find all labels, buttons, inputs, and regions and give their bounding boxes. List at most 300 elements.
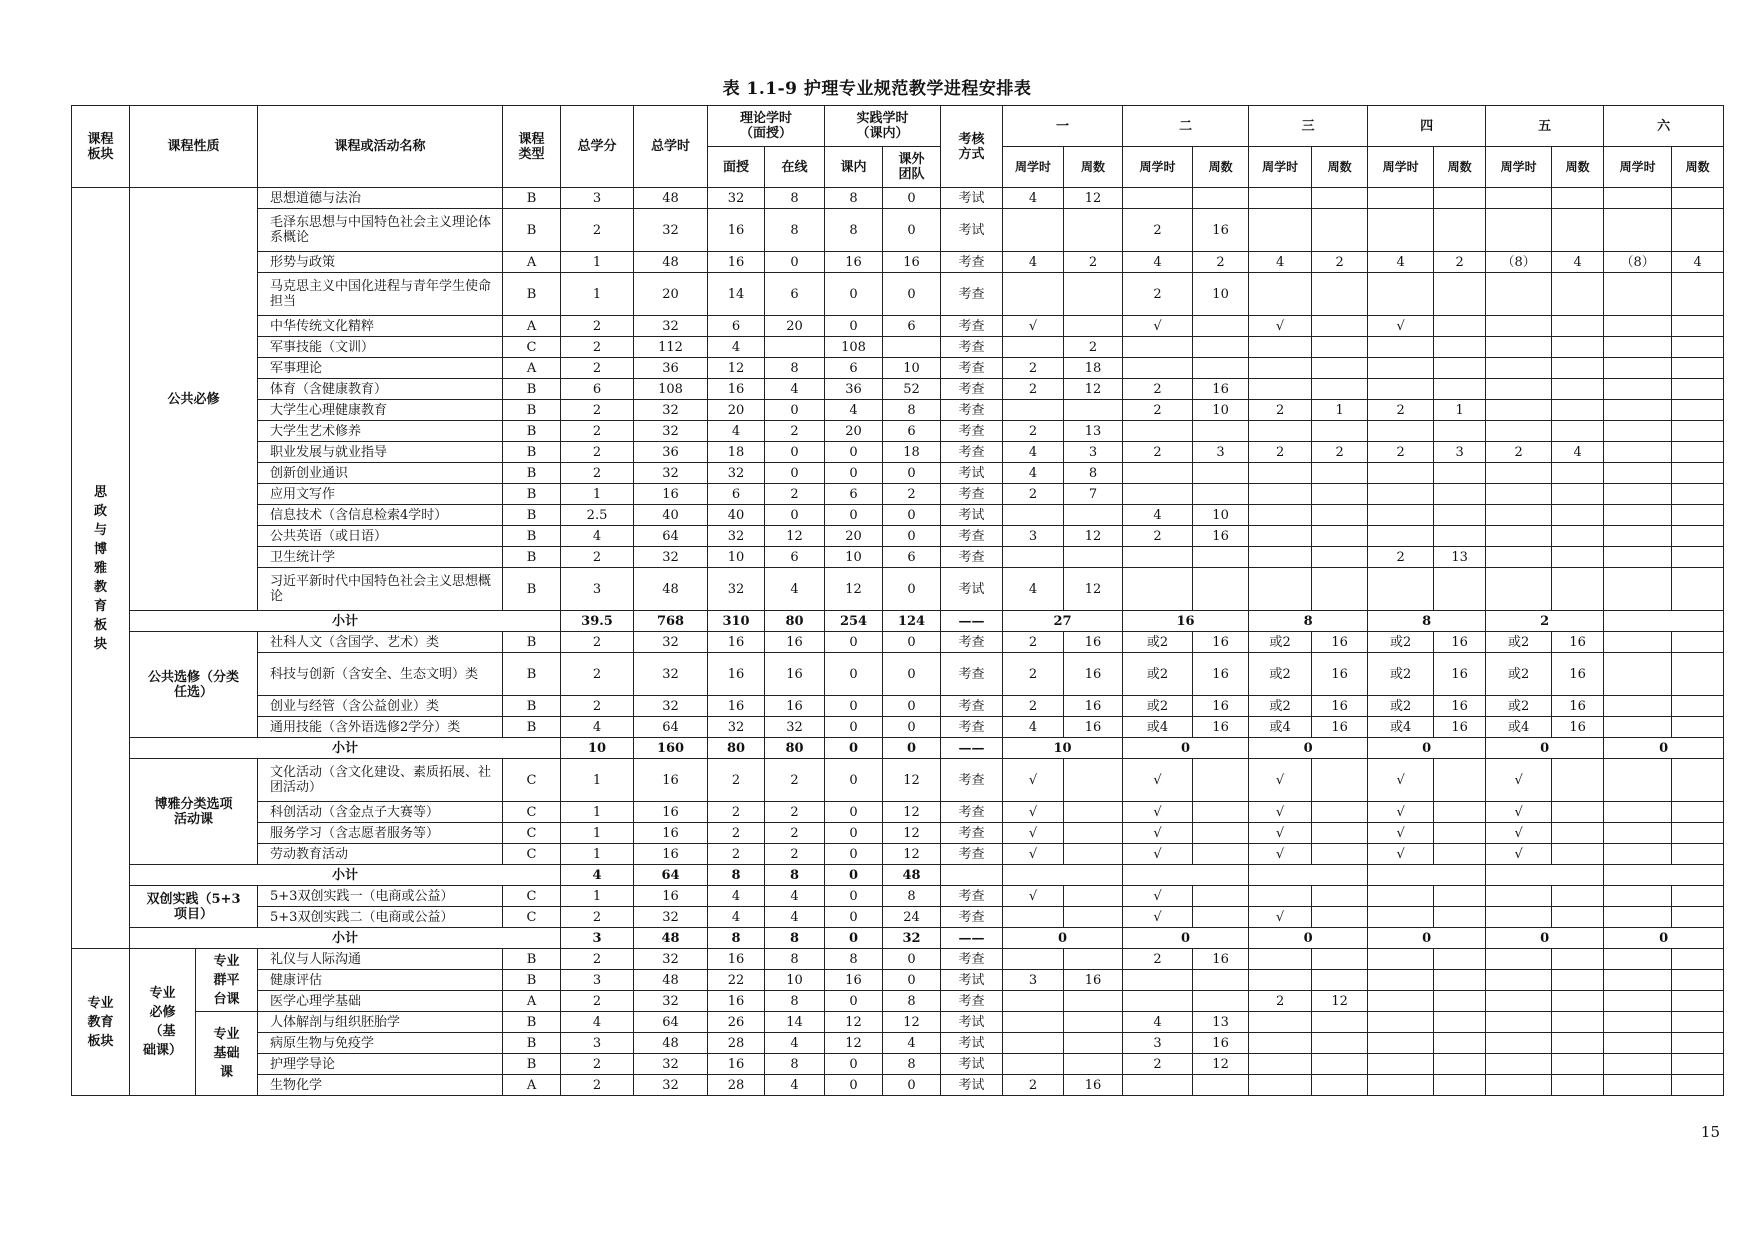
table-cell: 12 [1064,526,1123,547]
table-cell: 10 [825,547,883,568]
table-cell: 考查 [941,717,1003,738]
table-row [72,802,1724,823]
table-cell: 4 [561,526,634,547]
table-cell: 考查 [941,547,1003,568]
table-cell: 32 [634,696,708,717]
table-cell: 16 [634,484,708,505]
table-cell: 108 [825,337,883,358]
table-cell [1552,273,1604,316]
table-cell: 2 [1123,400,1193,421]
table-row [72,759,1724,802]
table-cell: 16 [1064,632,1123,653]
table-cell: 16 [1064,696,1123,717]
block-label: 思 政 与 博 雅 教 育 板 块 [72,188,130,949]
table-cell: 0 [825,653,883,696]
table-cell [1064,802,1123,823]
course-name: 应用文写作 [258,484,503,505]
table-cell: 0 [883,717,941,738]
table-cell: 0 [825,886,883,907]
table-cell: 2 [561,421,634,442]
table-cell [1552,484,1604,505]
table-cell [1123,991,1193,1012]
table-cell [1486,273,1552,316]
table-cell [1434,1054,1486,1075]
table-cell: 2 [1003,696,1064,717]
subtotal-cell: 0 [1249,738,1368,759]
table-cell: √ [1368,316,1434,337]
table-cell: B [503,949,561,970]
table-cell: 8 [883,1054,941,1075]
subtotal-cell: 2 [1486,611,1604,632]
course-name: 生物化学 [258,1075,503,1096]
table-cell [1672,526,1724,547]
table-cell: 40 [708,505,765,526]
table-cell [1368,1033,1434,1054]
table-cell: 或2 [1486,632,1552,653]
table-cell: 0 [883,526,941,547]
subtotal-cell: 0 [825,928,883,949]
header-sem-6: 六 [1604,106,1724,147]
table-cell: 16 [1312,653,1368,696]
table-cell [1552,949,1604,970]
table-cell [1604,379,1672,400]
table-cell [1193,759,1249,802]
table-cell [1368,484,1434,505]
table-cell: 52 [883,379,941,400]
table-cell: 考试 [941,1033,1003,1054]
table-cell: 2 [561,949,634,970]
table-row [72,209,1724,252]
table-cell [1193,547,1249,568]
table-cell: C [503,907,561,928]
table-cell: 16 [708,949,765,970]
table-cell [1672,949,1724,970]
table-cell: 2 [1312,442,1368,463]
table-cell: B [503,463,561,484]
table-cell [1434,188,1486,209]
subtotal-cell: 80 [765,738,825,759]
subtotal-row [72,738,1724,759]
table-cell [1368,188,1434,209]
table-cell [1123,421,1193,442]
table-cell: 2 [1368,400,1434,421]
table-cell [1434,505,1486,526]
table-cell [1434,1012,1486,1033]
table-cell [1434,273,1486,316]
table-cell [1064,844,1123,865]
table-cell: 考查 [941,273,1003,316]
table-cell [1672,442,1724,463]
table-cell: 2 [1434,252,1486,273]
table-cell: 或2 [1368,632,1434,653]
table-cell: 4 [883,1033,941,1054]
table-cell: 或2 [1123,632,1193,653]
table-cell: 64 [634,717,708,738]
table-cell [1123,970,1193,991]
table-row [72,442,1724,463]
table-cell: √ [1368,802,1434,823]
table-cell [1368,1012,1434,1033]
header-weeks: 周数 [1312,147,1368,188]
table-cell: 16 [1434,632,1486,653]
table-cell: 2 [1064,252,1123,273]
table-row [72,1012,1724,1033]
table-cell: 32 [634,653,708,696]
subtotal-cell: 768 [634,611,708,632]
table-cell: √ [1003,886,1064,907]
table-cell: 2 [1064,337,1123,358]
table-cell: 28 [708,1033,765,1054]
table-cell [1368,886,1434,907]
table-cell: B [503,526,561,547]
table-cell [1552,463,1604,484]
table-cell: 4 [1003,188,1064,209]
table-row [72,717,1724,738]
table-cell: 8 [883,991,941,1012]
table-cell [1604,1033,1672,1054]
course-name: 文化活动（含文化建设、素质拓展、社团活动） [258,759,503,802]
table-cell: 或2 [1249,632,1312,653]
table-cell: 8 [765,209,825,252]
table-cell: 考查 [941,886,1003,907]
table-cell: B [503,400,561,421]
table-cell: 2 [708,823,765,844]
subtotal-cell: —— [941,738,1003,759]
table-cell: 或2 [1249,696,1312,717]
table-row [72,188,1724,209]
table-cell: 考查 [941,379,1003,400]
table-cell: 16 [708,632,765,653]
table-cell [1368,970,1434,991]
course-name: 体育（含健康教育） [258,379,503,400]
table-cell [1434,209,1486,252]
header-sem-5: 五 [1486,106,1604,147]
subtotal-label: 小计 [130,928,561,949]
table-cell: C [503,802,561,823]
table-cell [1434,337,1486,358]
table-cell [1486,463,1552,484]
table-cell: 16 [1193,209,1249,252]
subtotal-cell [1486,865,1604,886]
table-cell [1486,991,1552,1012]
table-cell: B [503,653,561,696]
table-cell: 2 [1123,273,1193,316]
table-cell: 10 [1193,273,1249,316]
table-cell: 考查 [941,484,1003,505]
table-cell: 或2 [1368,696,1434,717]
table-cell [1672,316,1724,337]
table-cell: 16 [708,653,765,696]
table-cell: 16 [1193,653,1249,696]
table-cell: 16 [634,802,708,823]
table-cell [1368,209,1434,252]
table-cell: 2 [1003,653,1064,696]
table-cell [1434,358,1486,379]
table-cell: 0 [825,717,883,738]
table-cell: 48 [634,970,708,991]
table-cell: 0 [883,188,941,209]
table-cell: 36 [634,442,708,463]
table-cell [1672,802,1724,823]
table-cell [1552,316,1604,337]
table-cell: 考查 [941,632,1003,653]
table-cell: 考查 [941,696,1003,717]
table-cell [1604,1054,1672,1075]
header-weeks: 周数 [1064,147,1123,188]
table-cell: 或2 [1249,653,1312,696]
subtotal-cell [1003,865,1123,886]
table-cell: 0 [883,632,941,653]
table-cell [1672,209,1724,252]
subtotal-cell: 10 [561,738,634,759]
course-name: 卫生统计学 [258,547,503,568]
table-cell [1672,632,1724,653]
table-row [72,337,1724,358]
table-cell: 4 [1123,252,1193,273]
table-cell: 2 [883,484,941,505]
table-cell [1368,421,1434,442]
table-cell [1312,484,1368,505]
course-name: 马克思主义中国化进程与青年学生使命担当 [258,273,503,316]
table-cell [1672,1012,1724,1033]
table-cell: 或4 [1123,717,1193,738]
table-cell: 0 [883,1075,941,1096]
table-cell [1434,379,1486,400]
table-cell [1672,337,1724,358]
table-cell: 32 [634,991,708,1012]
table-cell: 12 [883,1012,941,1033]
table-cell: 3 [1003,526,1064,547]
table-cell: 6 [765,547,825,568]
table-cell: 2 [561,442,634,463]
table-cell: 12 [1193,1054,1249,1075]
table-cell [1552,547,1604,568]
table-cell [1064,209,1123,252]
header-week-hours: 周学时 [1249,147,1312,188]
table-cell: √ [1003,316,1064,337]
table-cell: 或4 [1249,717,1312,738]
table-cell: 2 [1123,379,1193,400]
table-cell [1312,273,1368,316]
table-cell [1672,696,1724,717]
table-cell: 32 [634,547,708,568]
table-cell: 考查 [941,421,1003,442]
table-cell [1552,844,1604,865]
table-cell [1604,759,1672,802]
table-cell: 2 [1123,526,1193,547]
table-cell [1672,400,1724,421]
table-cell: 16 [1312,632,1368,653]
table-cell [1672,886,1724,907]
table-cell: 0 [825,442,883,463]
table-row [72,400,1724,421]
header-week-hours: 周学时 [1604,147,1672,188]
table-cell: 2 [1003,1075,1064,1096]
table-cell: 8 [825,949,883,970]
table-cell: 或2 [1486,696,1552,717]
table-cell [1434,568,1486,611]
table-cell: 3 [1003,970,1064,991]
table-cell [1312,886,1368,907]
table-cell: 32 [634,907,708,928]
header-sem-4: 四 [1368,106,1486,147]
table-cell: 1 [1434,400,1486,421]
table-cell: B [503,696,561,717]
course-name: 健康评估 [258,970,503,991]
table-cell [1604,844,1672,865]
table-cell: 4 [825,400,883,421]
table-cell: √ [1123,316,1193,337]
table-cell [1312,463,1368,484]
table-cell [1312,844,1368,865]
table-cell: 13 [1193,1012,1249,1033]
table-cell: 或4 [1368,717,1434,738]
table-cell: 12 [1064,379,1123,400]
table-cell [1312,949,1368,970]
table-cell: 16 [1193,632,1249,653]
table-cell: 8 [825,188,883,209]
table-cell: 8 [825,209,883,252]
table-cell: 2 [561,337,634,358]
table-cell [1064,1033,1123,1054]
table-cell: 16 [1193,717,1249,738]
header-weeks: 周数 [1434,147,1486,188]
subtotal-cell: 8 [765,928,825,949]
subtotal-cell: 0 [883,738,941,759]
table-cell [1604,970,1672,991]
table-cell [1064,273,1123,316]
table-cell: 2 [561,209,634,252]
course-name: 习近平新时代中国特色社会主义思想概论 [258,568,503,611]
table-cell [1604,696,1672,717]
table-cell [1249,379,1312,400]
table-cell: B [503,188,561,209]
table-cell [1434,991,1486,1012]
table-cell: 考查 [941,949,1003,970]
table-cell: B [503,970,561,991]
table-cell: √ [1249,907,1312,928]
header-weeks: 周数 [1193,147,1249,188]
table-cell: 1 [561,823,634,844]
table-cell: 32 [634,632,708,653]
table-row [72,949,1724,970]
table-row [72,421,1724,442]
table-cell [1312,1012,1368,1033]
table-row [72,379,1724,400]
table-cell [1249,1054,1312,1075]
table-cell: 16 [825,970,883,991]
table-cell: 16 [1193,1033,1249,1054]
table-cell [1003,949,1064,970]
table-cell [1123,463,1193,484]
table-cell: 0 [765,442,825,463]
subtotal-cell: 0 [1123,738,1249,759]
table-cell: 16 [708,209,765,252]
subtotal-row [72,928,1724,949]
table-cell [1434,484,1486,505]
table-cell [1249,463,1312,484]
table-cell: 12 [708,358,765,379]
table-cell [1486,358,1552,379]
header-sem-2: 二 [1123,106,1249,147]
subtotal-label: 小计 [130,611,561,632]
table-cell: 18 [1064,358,1123,379]
table-cell: 2 [1193,252,1249,273]
table-cell: 4 [765,379,825,400]
table-cell [1193,568,1249,611]
table-cell: 22 [708,970,765,991]
table-cell [1604,442,1672,463]
subtotal-row [72,865,1724,886]
table-cell [1604,632,1672,653]
table-cell [1312,1054,1368,1075]
course-name: 中华传统文化精粹 [258,316,503,337]
table-cell [1312,316,1368,337]
table-cell [1672,991,1724,1012]
table-cell: 8 [765,991,825,1012]
table-cell: 2 [1123,209,1193,252]
table-cell: A [503,991,561,1012]
table-cell: 8 [883,400,941,421]
table-cell: 2 [1249,442,1312,463]
table-cell [1486,316,1552,337]
subtotal-cell [1123,865,1249,886]
table-cell [1604,802,1672,823]
table-cell [1312,505,1368,526]
table-cell: 32 [634,209,708,252]
table-cell [1368,358,1434,379]
table-cell [1552,1075,1604,1096]
table-cell: 考试 [941,463,1003,484]
table-cell: √ [1249,759,1312,802]
table-cell: 32 [708,717,765,738]
table-cell [1672,907,1724,928]
table-cell: √ [1123,759,1193,802]
group-label: 博雅分类选项 活动课 [130,759,258,865]
table-cell: 32 [708,568,765,611]
table-cell: 0 [825,632,883,653]
table-cell: 16 [1434,717,1486,738]
table-cell: 28 [708,1075,765,1096]
course-name: 创业与经管（含公益创业）类 [258,696,503,717]
subtotal-cell [941,865,1003,886]
table-cell: 14 [708,273,765,316]
table-cell: 16 [1312,717,1368,738]
table-cell: 12 [1312,991,1368,1012]
table-cell [1552,802,1604,823]
table-cell [1249,484,1312,505]
table-cell [1368,273,1434,316]
course-name: 5+3双创实践二（电商或公益） [258,907,503,928]
table-cell: 0 [825,823,883,844]
table-cell: 16 [1064,970,1123,991]
table-cell: B [503,568,561,611]
table-cell: 0 [825,696,883,717]
table-cell: 8 [883,886,941,907]
subtotal-cell [1368,865,1486,886]
table-cell: 2 [561,1054,634,1075]
table-cell: 26 [708,1012,765,1033]
table-cell [1003,400,1064,421]
table-cell: 6 [765,273,825,316]
subtotal-cell: 8 [708,928,765,949]
header-weeks: 周数 [1552,147,1604,188]
table-cell [1064,949,1123,970]
table-cell: 6 [825,484,883,505]
table-cell [1064,823,1123,844]
table-cell: 10 [708,547,765,568]
table-cell: 2 [561,463,634,484]
